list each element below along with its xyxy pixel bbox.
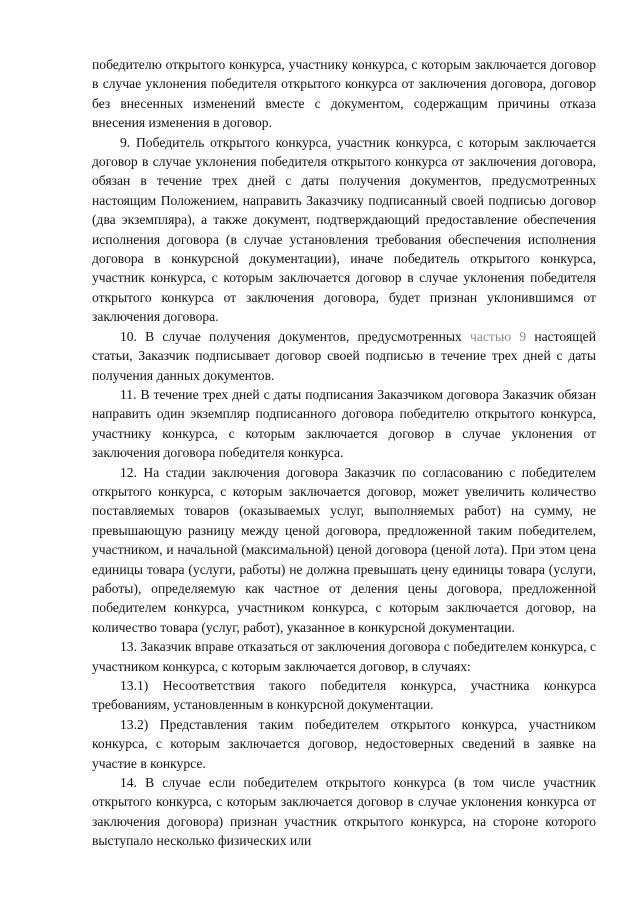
paragraph-11: 11. В течение трех дней с даты подписания Заказчиком договора Заказчик обязан направить один экземпляр подписанного договора победителю открытого конкурса, участнику конкурса, с которым заключается договор в случае уклонения от заключения договора победителя конкурса. <box>92 386 596 461</box>
paragraph-13: 13. Заказчик вправе отказаться от заключения договора с победителем конкурса, с участником конкурса, с которым заключается договор, в случаях: <box>92 639 596 674</box>
paragraph-9: 9. Победитель открытого конкурса, участник конкурса, с которым заключается договор в случае уклонения победителя открытого конкурса от заключения договора, обязан в течение трех дней с даты получения документов, предусмотренных настоящим Положением, направить Заказчику подписанный своей подписью договор (два экземпляра), а также документ, подтверждающий предоставление обеспечения исполнения договора (в случае установления требования обеспечения исполнения договора в конкурсной документации), иначе победитель открытого конкурса, участник конкурса, с которым заключается договор в случае уклонения победителя открытого конкурса от заключения договора, будет признан уклонившимся от заключения договора. <box>92 134 596 325</box>
paragraph-13-2: 13.2) Представления таким победителем открытого конкурса, участником конкурса, с которым заключается договор, недостоверных сведений в заявке на участие в конкурсе. <box>92 716 596 771</box>
paragraph-10-text-b: настоящей статьи, Заказчик подписывает договор своей подписью в течение трех дней с даты получения данных документов. <box>92 328 596 383</box>
paragraph-10 <box>92 327 596 385</box>
part-9-reference: частью 9 <box>470 328 527 344</box>
paragraph-continuation: победителю открытого конкурса, участнику конкурса, с которым заключается договор в случае уклонения победителя открытого конкурса от заключения договора, договор без внесенных изменений вместе с документом, содержащим причины отказа внесения изменения в договор. <box>92 57 596 131</box>
paragraph-10-text-a: 10. В случае получения документов, предусмотренных <box>120 328 470 344</box>
paragraph-13-1: 13.1) Несоответствия такого победителя конкурса, участника конкурса требованиям, установленным в конкурсной документации. <box>92 678 596 713</box>
paragraph-12: 12. На стадии заключения договора Заказчик по согласованию с победителем открытого конкурса, с которым заключается договор, может увеличить количество поставляемых товаров (оказываемых услуг, выполняемых работ) на сумму, не превышающую разницу между ценой договора, предложенной таким победителем, участником, и начальной (максимальной) ценой договора (ценой лота). При этом цена единицы товара (услуги, работы) не должна превышать цену единицы товара (услуги, работы), определяемую как частное от деления цены договора, предложенной победителем конкурса, участником конкурса, с которым заключается договор, на количество товара (услуг, работ), указанное в конкурсной документации. <box>92 464 596 635</box>
paragraph-14: 14. В случае если победителем открытого конкурса (в том числе участник открытого конкурса, с которым заключается договор в случае уклонения конкурса от заключения договора) признан участник открытого конкурса, на стороне которого выступало несколько физических или <box>92 775 596 849</box>
document-page <box>92 55 596 851</box>
